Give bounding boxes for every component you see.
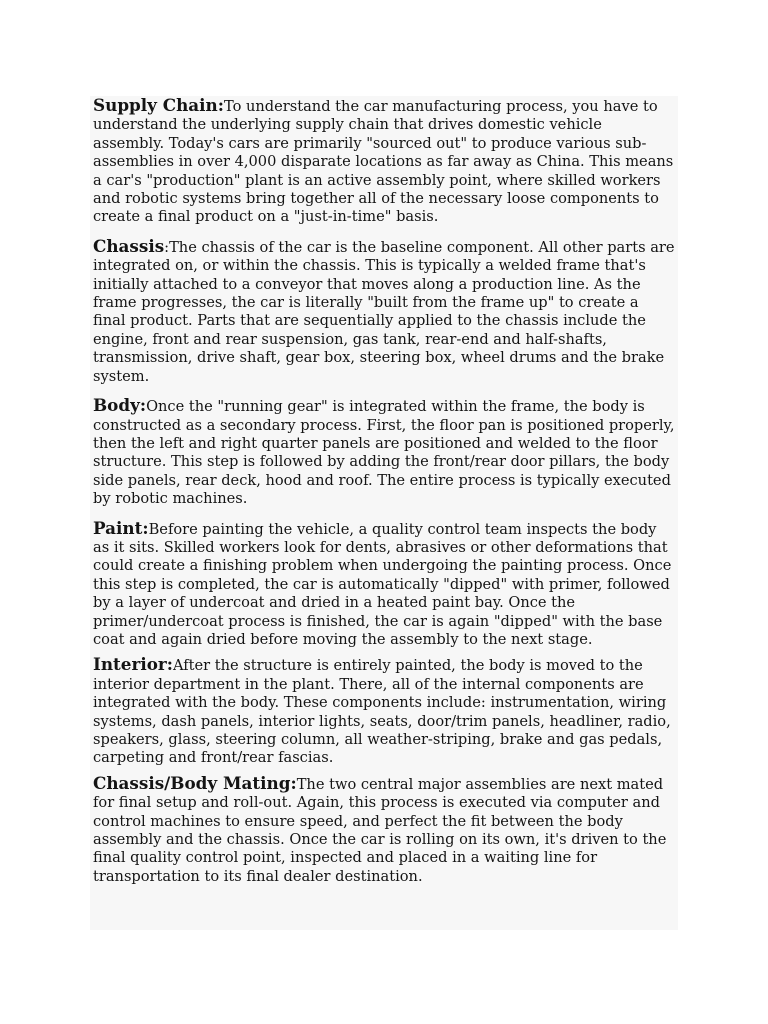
section-text: The two central major assemblies are next mated for final setup and roll-out. Again, this process is executed via computer and control machines to ensure speed, and perfect the fit between the body assembly and the chassis. Once the car is rolling on its own, it's driven to the final quality control point, inspected and placed in a waiting line for transportation to its final dealer destination.	[93, 775, 667, 885]
section-text: Once the "running gear" is integrated within the frame, the body is constructed as a secondary process. First, the floor pan is positioned properly, then the left and right quarter panels are positioned and welded to the floor structure. This step is followed by adding the front/rear door pillars, the body side panels, rear deck, hood and roof. The entire process is typically executed by robotic machines.	[93, 398, 675, 508]
section-heading: Paint:	[93, 517, 149, 538]
section-chassis-body-mating	[93, 774, 675, 886]
section-supply-chain	[93, 96, 675, 227]
section-heading: Chassis/Body Mating:	[93, 772, 297, 793]
section-text: :The chassis of the car is the baseline component. All other parts are integrated on, or within the chassis. This is typically a welded frame that's initially attached to a conveyor that moves along a production line. As the frame progresses, the car is literally "built from the frame up" to create a final product. Parts that are sequentially applied to the chassis include the engine, front and rear suspension, gas tank, rear-end and half-shafts, transmission, drive shaft, gear box, steering box, wheel drums and the brake system.	[93, 238, 675, 385]
section-heading: Body:	[93, 395, 147, 416]
section-body	[93, 396, 675, 508]
section-text: Before painting the vehicle, a quality control team inspects the body as it sits. Skilled workers look for dents, abrasives or other deformations that could create a finishing problem when undergoing the painting process. Once this step is completed, the car is automatically "dipped" with primer, followed by a layer of undercoat and dried in a heated paint bay. Once the primer/undercoat process is finished, the car is again "dipped" with the base coat and again dried before moving the assembly to the next stage.	[93, 520, 672, 648]
section-heading: Interior:	[93, 654, 173, 675]
section-heading: Chassis	[93, 235, 165, 256]
document-body	[93, 96, 675, 896]
section-text: To understand the car manufacturing process, you have to understand the underlying supply chain that drives domestic vehicle assembly. Today's cars are primarily "sourced out" to produce various sub-assemblies in over 4,000 disparate locations as far away as China. This means a car's "production" plant is an active assembly point, where skilled workers and robotic systems bring together all of the necessary loose components to create a final product on a "just-in-time" basis.	[93, 98, 674, 226]
section-heading: Supply Chain:	[93, 95, 224, 115]
section-text: After the structure is entirely painted, the body is moved to the interior department in the plant. There, all of the internal components are integrated with the body. These components include: instrumentation, wiring systems, dash panels, interior lights, seats, door/trim panels, headliner, radio, speakers, glass, steering column, all weather-striping, brake and gas pedals, carpeting and front/rear fascias.	[93, 657, 671, 767]
section-chassis	[93, 237, 675, 386]
section-paint	[93, 519, 675, 650]
section-interior	[93, 655, 675, 767]
